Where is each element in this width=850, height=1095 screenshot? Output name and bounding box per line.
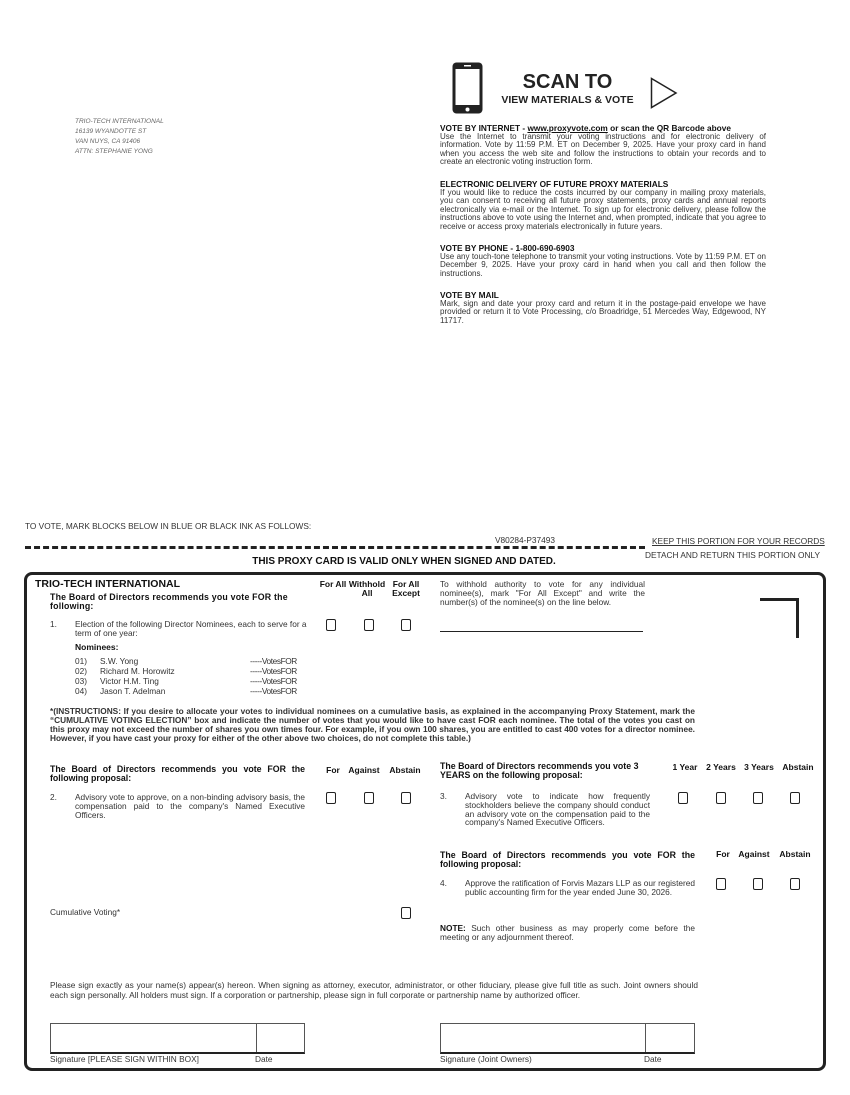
nominee-name: Richard M. Horowitz: [100, 666, 175, 676]
address-line: 16139 WYANDOTTE ST: [75, 128, 147, 135]
item3-2-years-checkbox[interactable]: [716, 792, 726, 804]
nominee-votes: -----VotesFOR: [250, 656, 297, 666]
nominee-row: [75, 656, 305, 666]
col-3-years: 3 Years: [744, 762, 774, 772]
mail-title: VOTE BY MAIL: [440, 290, 499, 300]
cumulative-voting-label: Cumulative Voting*: [50, 907, 121, 917]
nominee-votes: -----VotesFOR: [250, 676, 297, 686]
nominee-number: 04): [75, 686, 87, 696]
item-number: 1.: [50, 619, 57, 629]
phone-title: VOTE BY PHONE - 1-800-690-6903: [440, 243, 575, 253]
nominee-row: [75, 686, 305, 696]
item4-against-checkbox[interactable]: [753, 878, 763, 890]
item4-text: Approve the ratification of Forvis Mazars LLP as our registered public accounting firm for the year ended June 30, 2026.: [465, 878, 695, 897]
address-line: TRIO-TECH INTERNATIONAL: [75, 118, 164, 125]
keep-portion-label: KEEP THIS PORTION FOR YOUR RECORDS: [652, 536, 825, 546]
col-withhold-all: Withhold All: [348, 579, 386, 598]
col-against: Against: [348, 765, 380, 775]
phone-body: Use any touch-tone telephone to transmit your voting instructions. Vote by 11:59 P.M. ET on December 9, 2025. Have your proxy card in hand when you call and then follow the instructions.: [440, 251, 766, 278]
phone-icon: [451, 61, 484, 115]
except-nominee-line[interactable]: [440, 631, 643, 632]
nominee-number: 01): [75, 656, 87, 666]
date-divider: [256, 1024, 257, 1052]
col-abstain: Abstain: [782, 762, 814, 772]
control-code: V80284-P37493: [495, 535, 555, 545]
item2-for-checkbox[interactable]: [326, 792, 336, 804]
col-against: Against: [738, 849, 770, 859]
nominee-name: Jason T. Adelman: [100, 686, 166, 696]
recommendation-4: The Board of Directors recommends you vote FOR the following proposal:: [440, 850, 695, 869]
item2-abstain-checkbox[interactable]: [401, 792, 411, 804]
note: [440, 924, 695, 942]
scan-title: SCAN TO: [522, 71, 613, 93]
vote-by-internet: [440, 124, 766, 167]
vote-by-phone: [440, 244, 766, 278]
col-2-years: 2 Years: [706, 762, 736, 772]
corner-mark: [760, 598, 799, 638]
item1-withhold-all-checkbox[interactable]: [364, 619, 374, 631]
nominee-row: [75, 666, 305, 676]
item3-abstain-checkbox[interactable]: [790, 792, 800, 804]
detach-portion-label: DETACH AND RETURN THIS PORTION ONLY: [645, 550, 821, 560]
nominee-name: Victor H.M. Ting: [100, 676, 159, 686]
item2-text: Advisory vote to approve, on a non-binding advisory basis, the compensation paid to the company's Named Executive Officers.: [75, 792, 305, 820]
detach-line: [25, 546, 645, 549]
nominee-votes: -----VotesFOR: [250, 666, 297, 676]
nominee-number: 03): [75, 676, 87, 686]
item4-for-checkbox[interactable]: [716, 878, 726, 890]
nominee-row: [75, 676, 305, 686]
arrow-right-icon: [650, 77, 678, 109]
return-address: [75, 117, 164, 157]
col-for: For: [716, 849, 730, 859]
date-label: Date: [255, 1054, 273, 1064]
item1-text: Election of the following Director Nominees, each to serve for a term of one year:: [75, 619, 307, 638]
internet-title-suffix: or scan the QR Barcode above: [607, 123, 731, 133]
col-1-year: 1 Year: [672, 762, 698, 772]
internet-title: VOTE BY INTERNET -: [440, 123, 528, 133]
sign-instructions: Please sign exactly as your name(s) appear(s) hereon. When signing as attorney, executor, administrator, or other fiduciary, please give full title as such. Joint owners should each sign personally. All holders must sign. If a corporation or partnership, please sign in full corporate or partnership name by authorized officer.: [50, 980, 698, 1000]
nominee-name: S.W. Yong: [100, 656, 139, 666]
signature-label: Signature [PLEASE SIGN WITHIN BOX]: [50, 1054, 199, 1064]
nominee-list: [75, 656, 305, 696]
address-line: ATTN: STEPHANIE YONG: [75, 148, 153, 155]
col-for-all: For All: [319, 579, 347, 589]
cumulative-instructions: *(INSTRUCTIONS: If you desire to allocate your votes to individual nominees on a cumulative basis, as explained in the accompanying Proxy Statement, mark the “CUMULATIVE VOTING ELECTION” box and indicate the number of votes that you would like to have cast FOR each nominee. The total of the votes you cast on this proxy may not exceed the number of shares you own times four. For example, if you own 100 shares, you are entitled to cast 400 votes for a director nominee. However, if you have cast your proxy for either of the other above two choices, do not complete this table.): [50, 706, 695, 743]
date-divider: [645, 1024, 646, 1052]
nominees-label: Nominees:: [75, 642, 119, 652]
address-line: VAN NUYS, CA 91406: [75, 138, 141, 145]
nominee-number: 02): [75, 666, 87, 676]
valid-notice: THIS PROXY CARD IS VALID ONLY WHEN SIGNED AND DATED.: [252, 556, 556, 567]
col-abstain: Abstain: [779, 849, 811, 859]
item3-1-year-checkbox[interactable]: [678, 792, 688, 804]
joint-signature-box[interactable]: [440, 1023, 695, 1054]
edelivery-title: ELECTRONIC DELIVERY OF FUTURE PROXY MATERIALS: [440, 179, 669, 189]
col-for: For: [326, 765, 340, 775]
edelivery-body: If you would like to reduce the costs incurred by our company in mailing proxy materials, you can consent to receiving all future proxy statements, proxy cards and annual reports electronically via e-mail or the Internet. To sign up for electronic delivery, please follow the instructions above to vote using the Internet and, when prompted, indicate that you agree to receive or access proxy materials electronically in future years.: [440, 187, 766, 231]
item3-3-years-checkbox[interactable]: [753, 792, 763, 804]
recommendation-2: The Board of Directors recommends you vote FOR the following proposal:: [50, 764, 305, 783]
signature-box[interactable]: [50, 1023, 305, 1054]
proxyvote-link[interactable]: www.proxyvote.com: [527, 123, 608, 133]
vote-by-mail: [440, 291, 766, 325]
item2-against-checkbox[interactable]: [364, 792, 374, 804]
item3-text: Advisory vote to indicate how frequently stockholders believe the company should conduct an advisory vote on the compensation paid to the company's Named Executive Officers.: [465, 791, 650, 828]
mail-body: Mark, sign and date your proxy card and return it in the postage-paid envelope we have provided or return it to Vote Processing, c/o Broadridge, 51 Mercedes Way, Edgewood, NY 11717.: [440, 298, 766, 325]
item-number: 2.: [50, 792, 57, 802]
nominee-votes: -----VotesFOR: [250, 686, 297, 696]
recommendation-3: The Board of Directors recommends you vote 3 YEARS on the following proposal:: [440, 761, 639, 780]
recommendation-1: The Board of Directors recommends you vote FOR the following:: [50, 592, 288, 611]
mark-instructions: TO VOTE, MARK BLOCKS BELOW IN BLUE OR BLACK INK AS FOLLOWS:: [25, 521, 312, 531]
internet-body: Use the Internet to transmit your voting instructions and for electronic delivery of information. Vote by 11:59 P.M. ET on December 9, 2025. Have your proxy card in hand when you access the web site and follow the instructions to obtain your records and to create an electronic voting instruction form.: [440, 131, 766, 167]
joint-signature-label: Signature (Joint Owners): [440, 1054, 532, 1064]
item-number: 4.: [440, 878, 447, 888]
item-number: 3.: [440, 791, 447, 801]
item1-for-all-except-checkbox[interactable]: [401, 619, 411, 631]
note-label: NOTE:: [440, 923, 466, 933]
item4-abstain-checkbox[interactable]: [790, 878, 800, 890]
scan-subtitle: VIEW MATERIALS & VOTE: [501, 94, 634, 106]
joint-date-label: Date: [644, 1054, 662, 1064]
company-name: TRIO-TECH INTERNATIONAL: [35, 578, 181, 590]
electronic-delivery: [440, 180, 766, 232]
col-abstain: Abstain: [389, 765, 421, 775]
note-text: Such other business as may properly come before the meeting or any adjournment thereof.: [440, 923, 695, 942]
col-for-all-except: For All Except: [392, 579, 420, 598]
cumulative-voting-checkbox[interactable]: [401, 907, 411, 919]
item1-for-all-checkbox[interactable]: [326, 619, 336, 631]
withhold-note: To withhold authority to vote for any individual nominee(s), mark "For All Except" and write the number(s) of the nominee(s) on the line below.: [440, 579, 645, 607]
